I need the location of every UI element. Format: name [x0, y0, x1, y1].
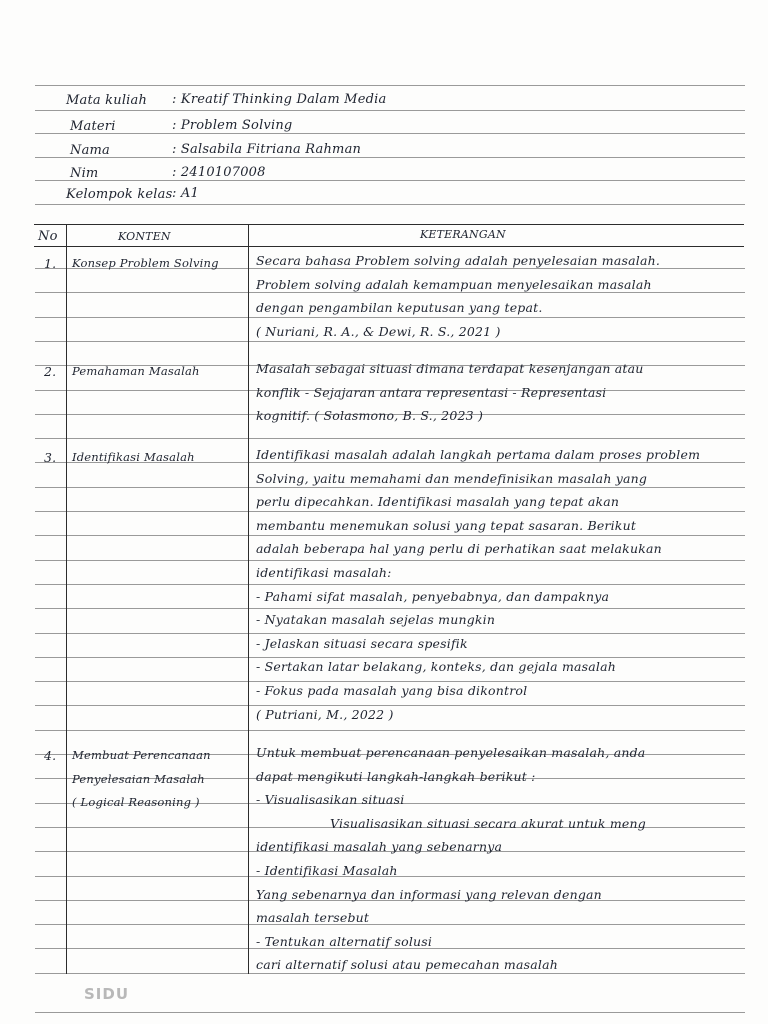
- row-number: 3.: [44, 450, 57, 465]
- ruled-line: [35, 633, 745, 634]
- row-konten: Penyelesaian Masalah: [72, 771, 205, 786]
- ruled-line: [35, 204, 745, 205]
- row-number: 4.: [44, 748, 57, 763]
- row-keterangan-line: - Fokus pada masalah yang bisa dikontrol: [256, 683, 528, 698]
- header-label-materi: Materi: [70, 119, 116, 134]
- column-header-no: No: [38, 229, 58, 244]
- row-keterangan-line: Identifikasi masalah adalah langkah pertama dalam proses problem: [256, 447, 701, 462]
- ruled-line: [35, 973, 745, 974]
- header-label-kelompok-kelas: Kelompok kelas: [66, 187, 173, 202]
- row-konten: Membuat Perencanaan: [72, 748, 211, 762]
- row-keterangan-line: adalah beberapa hal yang perlu di perhatikan saat melakukan: [256, 541, 662, 557]
- row-keterangan-line: Solving, yaitu memahami dan mendefinisikan masalah yang: [256, 470, 648, 486]
- header-value-nim: : 2410107008: [172, 165, 266, 180]
- row-keterangan-line: - Jelaskan situasi secara spesifik: [256, 635, 468, 651]
- header-value-materi: : Problem Solving: [172, 118, 293, 133]
- ruled-line: [35, 157, 745, 158]
- ruled-line: [35, 560, 745, 561]
- row-keterangan-line: perlu dipecahkan. Identifikasi masalah yang tepat akan: [256, 494, 620, 510]
- ruled-line: [35, 730, 745, 731]
- row-konten: ( Logical Reasoning ): [72, 795, 200, 810]
- row-keterangan-line: Masalah sebagai situasi dimana terdapat kesenjangan atau: [256, 361, 644, 376]
- header-value-kelompok-kelas: : A1: [172, 186, 199, 201]
- row-keterangan-line: dengan pengambilan keputusan yang tepat.: [256, 300, 543, 316]
- row-konten: Pemahaman Masalah: [72, 364, 200, 378]
- ruled-line: [35, 292, 745, 293]
- row-keterangan-line: masalah tersebut: [256, 910, 370, 926]
- footer-brand-logo: SIDU: [84, 985, 130, 1003]
- ruled-line: [35, 487, 745, 488]
- column-header-konten: KONTEN: [118, 230, 171, 243]
- ruled-line: [35, 511, 745, 512]
- header-value-mata-kuliah: : Kreatif Thinking Dalam Media: [172, 92, 387, 107]
- row-keterangan-line: kognitif. ( Solasmono, B. S., 2023 ): [256, 408, 484, 424]
- row-keterangan-line: - Identifikasi Masalah: [256, 863, 398, 878]
- column-divider-konten: [248, 224, 249, 974]
- row-keterangan-line: cari alternatif solusi atau pemecahan masalah: [256, 957, 558, 973]
- row-keterangan-line: identifikasi masalah yang sebenarnya: [256, 839, 503, 855]
- ruled-line: [35, 1012, 745, 1013]
- row-keterangan-line: Yang sebenarnya dan informasi yang relevan dengan: [256, 886, 602, 902]
- row-keterangan-line: membantu menemukan solusi yang tepat sasaran. Berikut: [256, 517, 637, 533]
- row-konten: Konsep Problem Solving: [72, 256, 219, 270]
- row-keterangan-line: ( Nuriani, R. A., & Dewi, R. S., 2021 ): [256, 323, 501, 339]
- row-keterangan-line: - Visualisasikan situasi: [256, 792, 405, 808]
- row-keterangan-line: Problem solving adalah kemampuan menyelesaikan masalah: [256, 276, 652, 292]
- column-divider-no: [66, 224, 67, 974]
- table-top-border: [34, 224, 744, 225]
- row-keterangan-line: - Pahami sifat masalah, penyebabnya, dan dampaknya: [256, 588, 610, 604]
- ruled-line: [35, 341, 745, 342]
- header-label-nama: Nama: [70, 143, 111, 158]
- header-label-mata-kuliah: Mata kuliah: [66, 93, 148, 108]
- ruled-line: [35, 110, 745, 111]
- ruled-line: [35, 317, 745, 318]
- row-keterangan-line: konflik - Sejajaran antara representasi - Representasi: [256, 384, 607, 400]
- ruled-line: [35, 535, 745, 536]
- ruled-line: [35, 180, 745, 181]
- row-number: 2.: [44, 364, 57, 379]
- header-value-nama: : Salsabila Fitriana Rahman: [172, 142, 362, 157]
- ruled-line: [35, 681, 745, 682]
- row-keterangan-line: - Sertakan latar belakang, konteks, dan gejala masalah: [256, 659, 617, 675]
- ruled-line: [35, 133, 745, 134]
- ruled-line: [35, 608, 745, 609]
- row-keterangan-line: - Tentukan alternatif solusi: [256, 933, 433, 949]
- row-keterangan-line: Secara bahasa Problem solving adalah penyelesaian masalah.: [256, 253, 661, 268]
- row-keterangan-line: Visualisasikan situasi secara akurat untuk meng: [330, 815, 646, 831]
- row-konten: Identifikasi Masalah: [72, 450, 195, 464]
- header-label-nim: Nim: [70, 166, 99, 181]
- row-number: 1.: [44, 256, 57, 271]
- row-keterangan-line: dapat mengikuti langkah-langkah berikut :: [256, 768, 536, 784]
- column-header-keterangan: KETERANGAN: [420, 228, 506, 241]
- ruled-line: [35, 85, 745, 86]
- row-keterangan-line: - Nyatakan masalah sejelas mungkin: [256, 612, 496, 628]
- ruled-line: [35, 924, 745, 925]
- ruled-line: [35, 438, 745, 439]
- row-keterangan-line: identifikasi masalah:: [256, 565, 392, 580]
- ruled-line: [35, 584, 745, 585]
- table-header-border: [34, 246, 744, 247]
- row-keterangan-line: Untuk membuat perencanaan penyelesaikan masalah, anda: [256, 745, 646, 760]
- row-keterangan-line: ( Putriani, M., 2022 ): [256, 706, 394, 722]
- ruled-line: [35, 657, 745, 658]
